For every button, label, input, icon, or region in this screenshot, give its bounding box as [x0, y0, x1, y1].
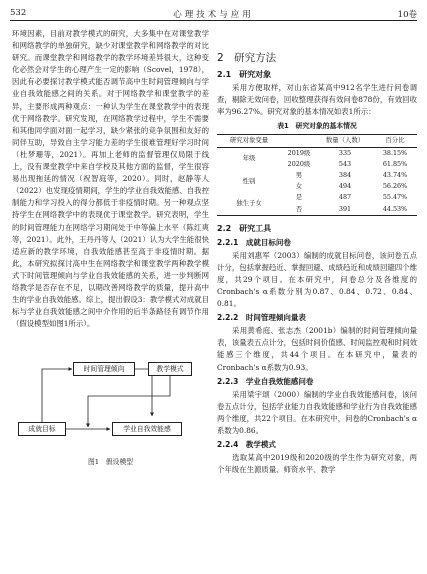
header-rule	[10, 20, 417, 21]
hypothesis-model-figure	[12, 334, 202, 454]
table-cell-percent: 55.47%	[382, 193, 408, 202]
body-paragraph: 采用刘惠军（2003）编制的成就目标问卷，该问卷五点计分，包括掌握趋近、掌握回避、成绩趋近和成绩回避四个维度，共29个项目。在本研究中，问卷总分及各维度的Cronbach's α系数分别为0.87、0.84、0.72、0.84、0.81。	[217, 250, 417, 309]
table-header-row	[217, 135, 417, 147]
subsection-title: 2.2 研究工具	[217, 223, 272, 233]
figure-box-time-management: 时间管理倾向	[73, 362, 135, 376]
table-cell-count: 543	[338, 159, 352, 168]
right-column	[217, 28, 417, 476]
table-cell-percent: 43.74%	[382, 170, 408, 179]
table-cell-level: 2019级	[287, 148, 311, 157]
subsubsection-title: 2.2.1 成就目标问卷	[217, 237, 291, 247]
section-title: 2 研究方法	[217, 52, 277, 64]
table-cell-percent: 44.53%	[382, 204, 408, 213]
subsubsection-title: 2.2.3 学业自我效能感问卷	[217, 376, 314, 386]
table-header-cell: 百分比	[385, 136, 405, 145]
table-cell-level: 2020级	[287, 159, 311, 168]
left-column	[12, 28, 209, 468]
body-paragraph: 环境因素，目前对教学模式的研究，大多集中在对课堂教学和网络教学的单独研究，缺少对课堂教学和网络教学的对比研究。而课堂教学和网络教学的教学环境差异很大，这种变化必然会对学生的心理产生一定的影响（Scovel，1978），因此有必要探讨教学模式能否调节高中生时间管理倾向与学业自我效能感之间的关系。对于网络教学和课堂教学的差异，主要形成两种观点：一种认为学生在课堂教学中的表现优于网络教学。研究发现，在网络教学过程中，学生不需要和其他同学面对面一起学习，缺少紧张的竞争氛围和友好的同伴互助，导致自主学习能力差的学生很难管理好学习时间（杜梦珊等，2021）。再加上老师的监督管理仅局限于线上，没有课堂教学中来自学校及其他方面的监督，学生很容易出现拖延的情况（祝智庭等，2020）。同时，赵静等人（2022）也发现疫情期间，学生的学业自我效能感、自我控制能力和学习投入的得分都低于非疫情时期。另一种观点坚持学生在网络教学中的表现优于课堂教学。研究表明，学生的时间管理能力在网络学习期间处于中等偏上水平（陈红爽等，2021）。此外，王丹丹等人（2021）认为大学生能很快适应新的教学环境，自我效能感甚至高于非疫情时期。据此，本研究拟探讨高中生在网络教学和课堂教学两种教学模式下时间管理倾向与学业自我效能感的关系，进一步判断网络教学是否存在不足，以期改善网络教学的质量，提升高中生的学业自我效能感。综上，提出假设3：教学模式对成就目标与学业自我效能感之间中介作用的后半条路径有调节作用（假设模型如图1所示）。	[12, 29, 209, 329]
table-cell-level: 是	[295, 193, 303, 202]
figure-arrows	[12, 334, 202, 454]
table-row	[217, 192, 417, 203]
body-paragraph: 采用黄希庭、张志杰（2001b）编制的时间管理倾向量表，该量表五点计分，包括时间价值感、时间监控观和时间效能感三个维度，共44个项目。在本研究中，量表的Cronbach's α系数为0.93。	[217, 326, 417, 372]
table-header-cell	[281, 135, 317, 147]
table-caption: 表1 研究对象的基本情况	[277, 122, 357, 131]
table-cell-percent: 56.26%	[382, 182, 408, 191]
table-cell-variable: 年级	[242, 154, 256, 163]
table-cell-count: 384	[338, 170, 352, 179]
subsubsection-title: 2.2.4 教学模式	[217, 440, 276, 450]
participants-table	[217, 134, 417, 215]
figure-box-teaching-mode: 教学模式	[148, 362, 192, 376]
table-cell-count: 487	[338, 193, 352, 202]
table-row	[217, 147, 417, 159]
subsubsection-title: 2.2.2 时间管理倾向量表	[217, 313, 306, 323]
subsection-title: 2.1 研究对象	[217, 70, 272, 79]
table-cell-percent: 38.15%	[382, 148, 408, 157]
body-paragraph: 选取某高中2019级和2020级的学生作为研究对象，两个年级在生源质量、师资水平、教学	[217, 453, 417, 475]
table-header-cell: 数量（人数）	[325, 136, 365, 145]
table-cell-variable: 性别	[242, 176, 256, 185]
table-cell-level: 女	[295, 182, 303, 191]
figure-box-academic-efficacy: 学业自我效能感	[112, 422, 182, 436]
table-cell-count: 391	[338, 204, 352, 213]
table-cell-level: 男	[295, 170, 303, 179]
table-cell-count: 335	[338, 148, 352, 157]
page-number: 532	[10, 8, 27, 18]
journal-title: 心理技术与应用	[173, 10, 254, 20]
body-paragraph: 采用方便取样，对山东省某高中912名学生进行问卷调查，剔除无效问卷，回收整理获得有效问卷878份，有效回收率为96.27%。研究对象的基本情况如表1所示：	[217, 83, 417, 117]
body-paragraph: 采用梁宇颂（2000）编制的学业自我效能感问卷，该问卷五点计分，包括学业能力自我效能感和学业行为自我效能感两个维度，共22个项目。在本研究中，问卷的Cronbach's α系数为0.86。	[217, 389, 417, 435]
figure-box-achievement-goal: 成就目标	[18, 422, 66, 436]
table-cell-variable: 独生子女	[236, 198, 262, 207]
table-row	[217, 170, 417, 181]
table-header-cell: 研究对象变量	[229, 136, 269, 145]
volume-label: 10卷	[397, 10, 417, 20]
figure-caption: 图1 假设模型	[87, 458, 134, 467]
table-cell-percent: 61.85%	[382, 159, 408, 168]
table-cell-level: 否	[295, 204, 303, 213]
table-cell-count: 494	[338, 182, 352, 191]
